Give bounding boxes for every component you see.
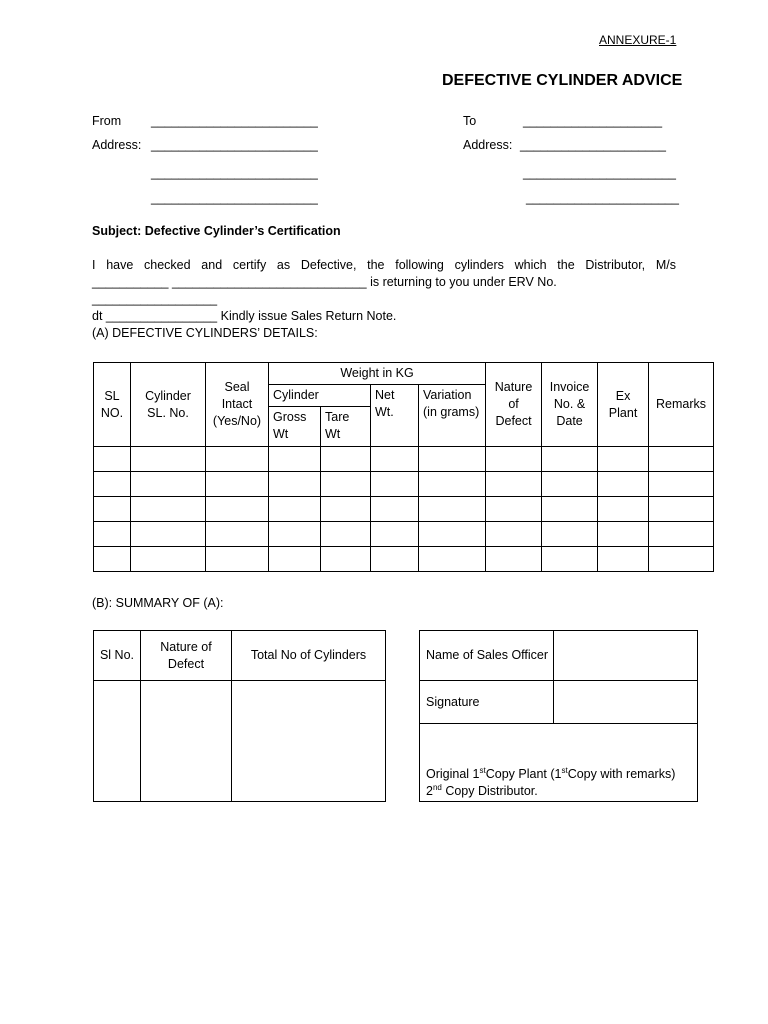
table-cell: [598, 447, 649, 472]
header-sl-no: SL NO.: [94, 363, 131, 447]
to-address-line-1: _____________________: [520, 138, 666, 152]
page-title: DEFECTIVE CYLINDER ADVICE: [442, 72, 683, 89]
table-cell: [598, 522, 649, 547]
subject-line: Subject: Defective Cylinder’s Certification: [92, 224, 341, 238]
header-tare-wt: Tare Wt: [321, 407, 371, 447]
signoff-table: [419, 630, 698, 802]
paragraph-line-3: dt ________________ Kindly issue Sales Return Note.: [92, 309, 397, 323]
table-cell: [321, 547, 371, 572]
table-cell: [486, 547, 542, 572]
table-cell: [371, 447, 419, 472]
header-remarks: Remarks: [649, 363, 714, 447]
from-label: From: [92, 114, 122, 128]
table-cell: [649, 497, 714, 522]
table-cell: [131, 447, 206, 472]
signature-value: [554, 681, 698, 724]
section-a-heading: (A) DEFECTIVE CYLINDERS’ DETAILS:: [92, 326, 318, 340]
table-cell: [269, 497, 321, 522]
sales-officer-label: Name of Sales Officer: [420, 631, 554, 681]
table-row: [94, 522, 714, 547]
summary-cell: [94, 681, 141, 802]
table-row: [94, 497, 714, 522]
table-cell: [131, 472, 206, 497]
table-cell: [419, 522, 486, 547]
copy-line-1: Original 1stCopy Plant (1stCopy with remarks): [426, 765, 676, 781]
table-cell: [419, 472, 486, 497]
header-cylinder: Cylinder: [269, 385, 371, 407]
table-cell: [206, 447, 269, 472]
table-cell: [542, 497, 598, 522]
table-cell: [371, 472, 419, 497]
header-invoice: Invoice No. & Date: [542, 363, 598, 447]
table-cell: [542, 547, 598, 572]
table-cell: [486, 522, 542, 547]
defective-cylinders-table: [93, 362, 714, 572]
to-address-line-2: ______________________: [523, 166, 676, 180]
header-weight-in-kg: Weight in KG: [269, 363, 486, 385]
from-address-line-3: ________________________: [151, 191, 318, 205]
table-cell: [419, 447, 486, 472]
from-address-line-1: ________________________: [151, 138, 318, 152]
table-cell: [269, 472, 321, 497]
table-cell: [269, 547, 321, 572]
summary-cell: [232, 681, 386, 802]
table-cell: [649, 522, 714, 547]
to-line: ____________________: [523, 114, 663, 128]
from-address-label: Address:: [92, 138, 142, 152]
table-cell: [94, 472, 131, 497]
copy-distribution-note: [420, 724, 698, 802]
table-row: [94, 472, 714, 497]
table-cell: [598, 472, 649, 497]
header-net-wt: Net Wt.: [371, 385, 419, 447]
table-cell: [486, 447, 542, 472]
table-cell: [94, 547, 131, 572]
header-variation: Variation (in grams): [419, 385, 486, 447]
table-cell: [598, 547, 649, 572]
section-b-heading: (B): SUMMARY OF (A):: [92, 596, 224, 610]
table-cell: [542, 447, 598, 472]
table-cell: [371, 522, 419, 547]
table-cell: [371, 497, 419, 522]
annexure-label: ANNEXURE-1: [599, 33, 677, 47]
paragraph-line-2: ___________ ____________________________ is returning to you under ERV No. __________________: [92, 275, 557, 306]
table-cell: [131, 522, 206, 547]
table-cell: [419, 547, 486, 572]
to-address-line-3: ______________________: [526, 191, 679, 205]
table-cell: [206, 547, 269, 572]
table-cell: [419, 497, 486, 522]
table-cell: [321, 522, 371, 547]
table-cell: [94, 447, 131, 472]
to-label: To: [463, 114, 477, 128]
header-seal-intact: Seal Intact (Yes/No): [206, 363, 269, 447]
table-cell: [486, 472, 542, 497]
summary-header-sl-no: Sl No.: [94, 631, 141, 681]
table-row: [94, 547, 714, 572]
table-cell: [542, 522, 598, 547]
summary-cell: [141, 681, 232, 802]
table-cell: [131, 497, 206, 522]
table-cell: [486, 497, 542, 522]
from-address-line-2: ________________________: [151, 166, 318, 180]
table-cell: [321, 497, 371, 522]
table-row: [94, 447, 714, 472]
summary-header-nature-of-defect: Nature of Defect: [141, 631, 232, 681]
sales-officer-value: [554, 631, 698, 681]
to-address-label: Address:: [463, 138, 513, 152]
table-cell: [206, 472, 269, 497]
header-nature-of-defect: Nature of Defect: [486, 363, 542, 447]
header-gross-wt: Gross Wt: [269, 407, 321, 447]
table-cell: [649, 547, 714, 572]
summary-table: [93, 630, 386, 802]
certification-paragraph: [92, 257, 676, 325]
header-cylinder-sl-no: Cylinder SL. No.: [131, 363, 206, 447]
table-cell: [94, 497, 131, 522]
table-cell: [649, 472, 714, 497]
table-cell: [321, 447, 371, 472]
table-cell: [649, 447, 714, 472]
table-cell: [206, 522, 269, 547]
table-cell: [131, 547, 206, 572]
table-cell: [598, 497, 649, 522]
header-ex-plant: Ex Plant: [598, 363, 649, 447]
from-line: ________________________: [151, 114, 318, 128]
table-cell: [206, 497, 269, 522]
table-cell: [321, 472, 371, 497]
table-cell: [371, 547, 419, 572]
paragraph-line-1: I have checked and certify as Defective, the following cylinders which the Distributor, M/s: [92, 258, 676, 272]
table-cell: [94, 522, 131, 547]
signature-label: Signature: [420, 681, 554, 724]
copy-line-2: 2nd Copy Distributor.: [426, 782, 538, 798]
table-cell: [269, 447, 321, 472]
table-cell: [269, 522, 321, 547]
summary-header-total-cylinders: Total No of Cylinders: [232, 631, 386, 681]
table-cell: [542, 472, 598, 497]
